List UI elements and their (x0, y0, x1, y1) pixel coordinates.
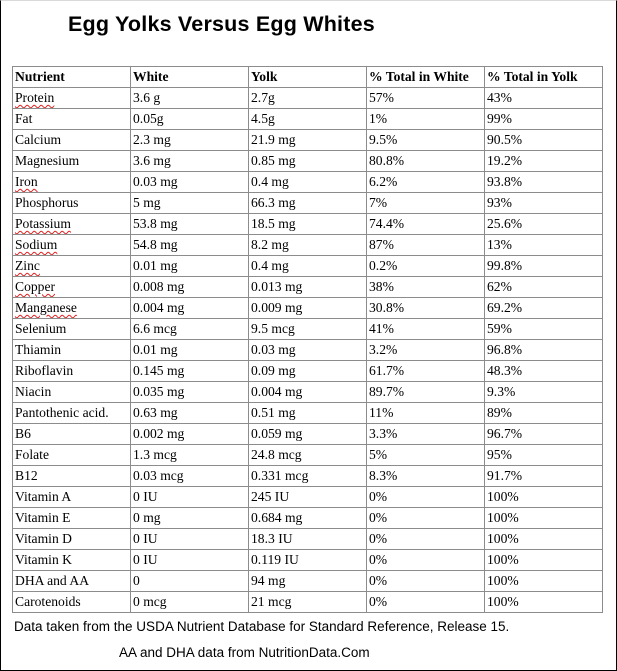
cell-nutrient (13, 277, 131, 298)
cell-white: 0.05g (131, 109, 249, 130)
cell-nutrient (13, 235, 131, 256)
table-row (13, 445, 603, 466)
cell-nutrient: Pantothenic acid. (13, 403, 131, 424)
table-row (13, 382, 603, 403)
cell-pct-yolk: 48.3% (485, 361, 603, 382)
cell-nutrient (13, 88, 131, 109)
cell-nutrient: Niacin (13, 382, 131, 403)
nutrient-name: Potassium (15, 216, 71, 231)
header-pct-white: % Total in White (367, 67, 485, 88)
cell-nutrient: Folate (13, 445, 131, 466)
cell-white: 0 IU (131, 487, 249, 508)
header-yolk: Yolk (249, 67, 367, 88)
cell-pct-yolk: 100% (485, 508, 603, 529)
cell-pct-yolk: 100% (485, 550, 603, 571)
cell-white: 0.002 mg (131, 424, 249, 445)
cell-yolk: 21.9 mg (249, 130, 367, 151)
cell-white: 5 mg (131, 193, 249, 214)
table-row (13, 130, 603, 151)
cell-white: 0.145 mg (131, 361, 249, 382)
table-row (13, 151, 603, 172)
cell-pct-yolk: 91.7% (485, 466, 603, 487)
cell-pct-white: 5% (367, 445, 485, 466)
cell-pct-white: 11% (367, 403, 485, 424)
cell-white: 0 IU (131, 550, 249, 571)
table-header-row (13, 67, 603, 88)
cell-yolk: 0.4 mg (249, 256, 367, 277)
nutrient-name: Manganese (15, 300, 77, 315)
table-row (13, 424, 603, 445)
cell-nutrient: B12 (13, 466, 131, 487)
table-row (13, 88, 603, 109)
cell-pct-yolk: 9.3% (485, 382, 603, 403)
cell-nutrient (13, 172, 131, 193)
cell-white: 2.3 mg (131, 130, 249, 151)
table-row (13, 319, 603, 340)
cell-nutrient: Selenium (13, 319, 131, 340)
table-row (13, 256, 603, 277)
cell-pct-white: 74.4% (367, 214, 485, 235)
cell-pct-white: 3.2% (367, 340, 485, 361)
cell-white: 0.01 mg (131, 340, 249, 361)
cell-white: 0.63 mg (131, 403, 249, 424)
cell-pct-yolk: 93% (485, 193, 603, 214)
cell-yolk: 21 mcg (249, 592, 367, 613)
cell-white: 3.6 mg (131, 151, 249, 172)
cell-pct-yolk: 69.2% (485, 298, 603, 319)
cell-pct-white: 8.3% (367, 466, 485, 487)
cell-white: 1.3 mcg (131, 445, 249, 466)
cell-nutrient: Magnesium (13, 151, 131, 172)
table-row (13, 172, 603, 193)
cell-pct-yolk: 100% (485, 529, 603, 550)
cell-nutrient: Vitamin K (13, 550, 131, 571)
cell-yolk: 0.059 mg (249, 424, 367, 445)
header-pct-yolk: % Total in Yolk (485, 67, 603, 88)
nutrient-name: Sodium (15, 237, 58, 252)
cell-yolk: 0.009 mg (249, 298, 367, 319)
table-row (13, 193, 603, 214)
cell-pct-yolk: 100% (485, 592, 603, 613)
cell-pct-yolk: 93.8% (485, 172, 603, 193)
cell-yolk: 245 IU (249, 487, 367, 508)
table-row (13, 466, 603, 487)
table-row (13, 403, 603, 424)
table-row (13, 592, 603, 613)
cell-yolk: 0.004 mg (249, 382, 367, 403)
cell-pct-yolk: 59% (485, 319, 603, 340)
cell-pct-white: 41% (367, 319, 485, 340)
table-row (13, 550, 603, 571)
cell-pct-yolk: 43% (485, 88, 603, 109)
cell-pct-yolk: 89% (485, 403, 603, 424)
cell-nutrient: Carotenoids (13, 592, 131, 613)
cell-nutrient: Vitamin E (13, 508, 131, 529)
cell-pct-white: 89.7% (367, 382, 485, 403)
cell-yolk: 0.09 mg (249, 361, 367, 382)
cell-yolk: 66.3 mg (249, 193, 367, 214)
cell-white: 0.035 mg (131, 382, 249, 403)
cell-nutrient: Vitamin D (13, 529, 131, 550)
cell-yolk: 0.4 mg (249, 172, 367, 193)
nutrient-table (12, 66, 603, 613)
cell-yolk: 0.85 mg (249, 151, 367, 172)
cell-pct-yolk: 96.7% (485, 424, 603, 445)
table-row (13, 109, 603, 130)
cell-nutrient: Phosphorus (13, 193, 131, 214)
cell-yolk: 24.8 mcg (249, 445, 367, 466)
header-nutrient: Nutrient (13, 67, 131, 88)
cell-white: 0 (131, 571, 249, 592)
cell-nutrient: Riboflavin (13, 361, 131, 382)
cell-white: 0.004 mg (131, 298, 249, 319)
cell-nutrient (13, 256, 131, 277)
cell-pct-white: 38% (367, 277, 485, 298)
cell-pct-white: 87% (367, 235, 485, 256)
footnote-dha-source: AA and DHA data from NutritionData.Com (119, 645, 370, 660)
cell-yolk: 0.119 IU (249, 550, 367, 571)
cell-white: 0.03 mg (131, 172, 249, 193)
cell-yolk: 0.331 mcg (249, 466, 367, 487)
table-row (13, 571, 603, 592)
cell-yolk: 0.013 mg (249, 277, 367, 298)
cell-pct-white: 0% (367, 571, 485, 592)
cell-yolk: 18.3 IU (249, 529, 367, 550)
cell-pct-yolk: 99.8% (485, 256, 603, 277)
cell-white: 6.6 mcg (131, 319, 249, 340)
cell-yolk: 9.5 mcg (249, 319, 367, 340)
cell-white: 53.8 mg (131, 214, 249, 235)
cell-pct-white: 61.7% (367, 361, 485, 382)
cell-pct-yolk: 90.5% (485, 130, 603, 151)
cell-white: 3.6 g (131, 88, 249, 109)
cell-pct-white: 7% (367, 193, 485, 214)
cell-pct-white: 0% (367, 592, 485, 613)
table-row (13, 508, 603, 529)
cell-white: 0.008 mg (131, 277, 249, 298)
cell-pct-yolk: 13% (485, 235, 603, 256)
cell-pct-yolk: 62% (485, 277, 603, 298)
cell-pct-yolk: 25.6% (485, 214, 603, 235)
cell-pct-white: 9.5% (367, 130, 485, 151)
cell-pct-white: 0% (367, 550, 485, 571)
nutrient-name: Protein (15, 90, 55, 105)
footnote-source: Data taken from the USDA Nutrient Database for Standard Reference, Release 15. (14, 619, 510, 634)
cell-nutrient: Fat (13, 109, 131, 130)
nutrient-name: Iron (15, 174, 38, 189)
cell-white: 0 mcg (131, 592, 249, 613)
cell-pct-white: 0% (367, 529, 485, 550)
table-row (13, 529, 603, 550)
cell-yolk: 4.5g (249, 109, 367, 130)
cell-pct-white: 0.2% (367, 256, 485, 277)
cell-yolk: 0.51 mg (249, 403, 367, 424)
cell-yolk: 2.7g (249, 88, 367, 109)
cell-nutrient: DHA and AA (13, 571, 131, 592)
table-row (13, 214, 603, 235)
cell-yolk: 0.684 mg (249, 508, 367, 529)
cell-nutrient (13, 298, 131, 319)
table-row (13, 235, 603, 256)
table-row (13, 361, 603, 382)
nutrient-name: Zinc (15, 258, 40, 273)
cell-yolk: 94 mg (249, 571, 367, 592)
nutrient-name: Copper (15, 279, 56, 294)
cell-white: 0 IU (131, 529, 249, 550)
table-row (13, 298, 603, 319)
cell-white: 54.8 mg (131, 235, 249, 256)
cell-pct-white: 0% (367, 487, 485, 508)
cell-pct-yolk: 95% (485, 445, 603, 466)
cell-pct-white: 30.8% (367, 298, 485, 319)
cell-white: 0.01 mg (131, 256, 249, 277)
table-row (13, 487, 603, 508)
cell-nutrient (13, 214, 131, 235)
header-white: White (131, 67, 249, 88)
page-title: Egg Yolks Versus Egg Whites (68, 12, 375, 36)
cell-pct-yolk: 99% (485, 109, 603, 130)
cell-nutrient: Thiamin (13, 340, 131, 361)
cell-pct-white: 3.3% (367, 424, 485, 445)
cell-pct-white: 80.8% (367, 151, 485, 172)
cell-pct-yolk: 100% (485, 487, 603, 508)
cell-pct-yolk: 96.8% (485, 340, 603, 361)
cell-yolk: 18.5 mg (249, 214, 367, 235)
cell-pct-white: 1% (367, 109, 485, 130)
cell-yolk: 0.03 mg (249, 340, 367, 361)
table-row (13, 340, 603, 361)
cell-pct-white: 6.2% (367, 172, 485, 193)
cell-nutrient: Vitamin A (13, 487, 131, 508)
cell-white: 0 mg (131, 508, 249, 529)
cell-pct-yolk: 100% (485, 571, 603, 592)
cell-white: 0.03 mcg (131, 466, 249, 487)
cell-pct-yolk: 19.2% (485, 151, 603, 172)
cell-pct-white: 57% (367, 88, 485, 109)
cell-pct-white: 0% (367, 508, 485, 529)
cell-nutrient: Calcium (13, 130, 131, 151)
table-row (13, 277, 603, 298)
cell-yolk: 8.2 mg (249, 235, 367, 256)
cell-nutrient: B6 (13, 424, 131, 445)
